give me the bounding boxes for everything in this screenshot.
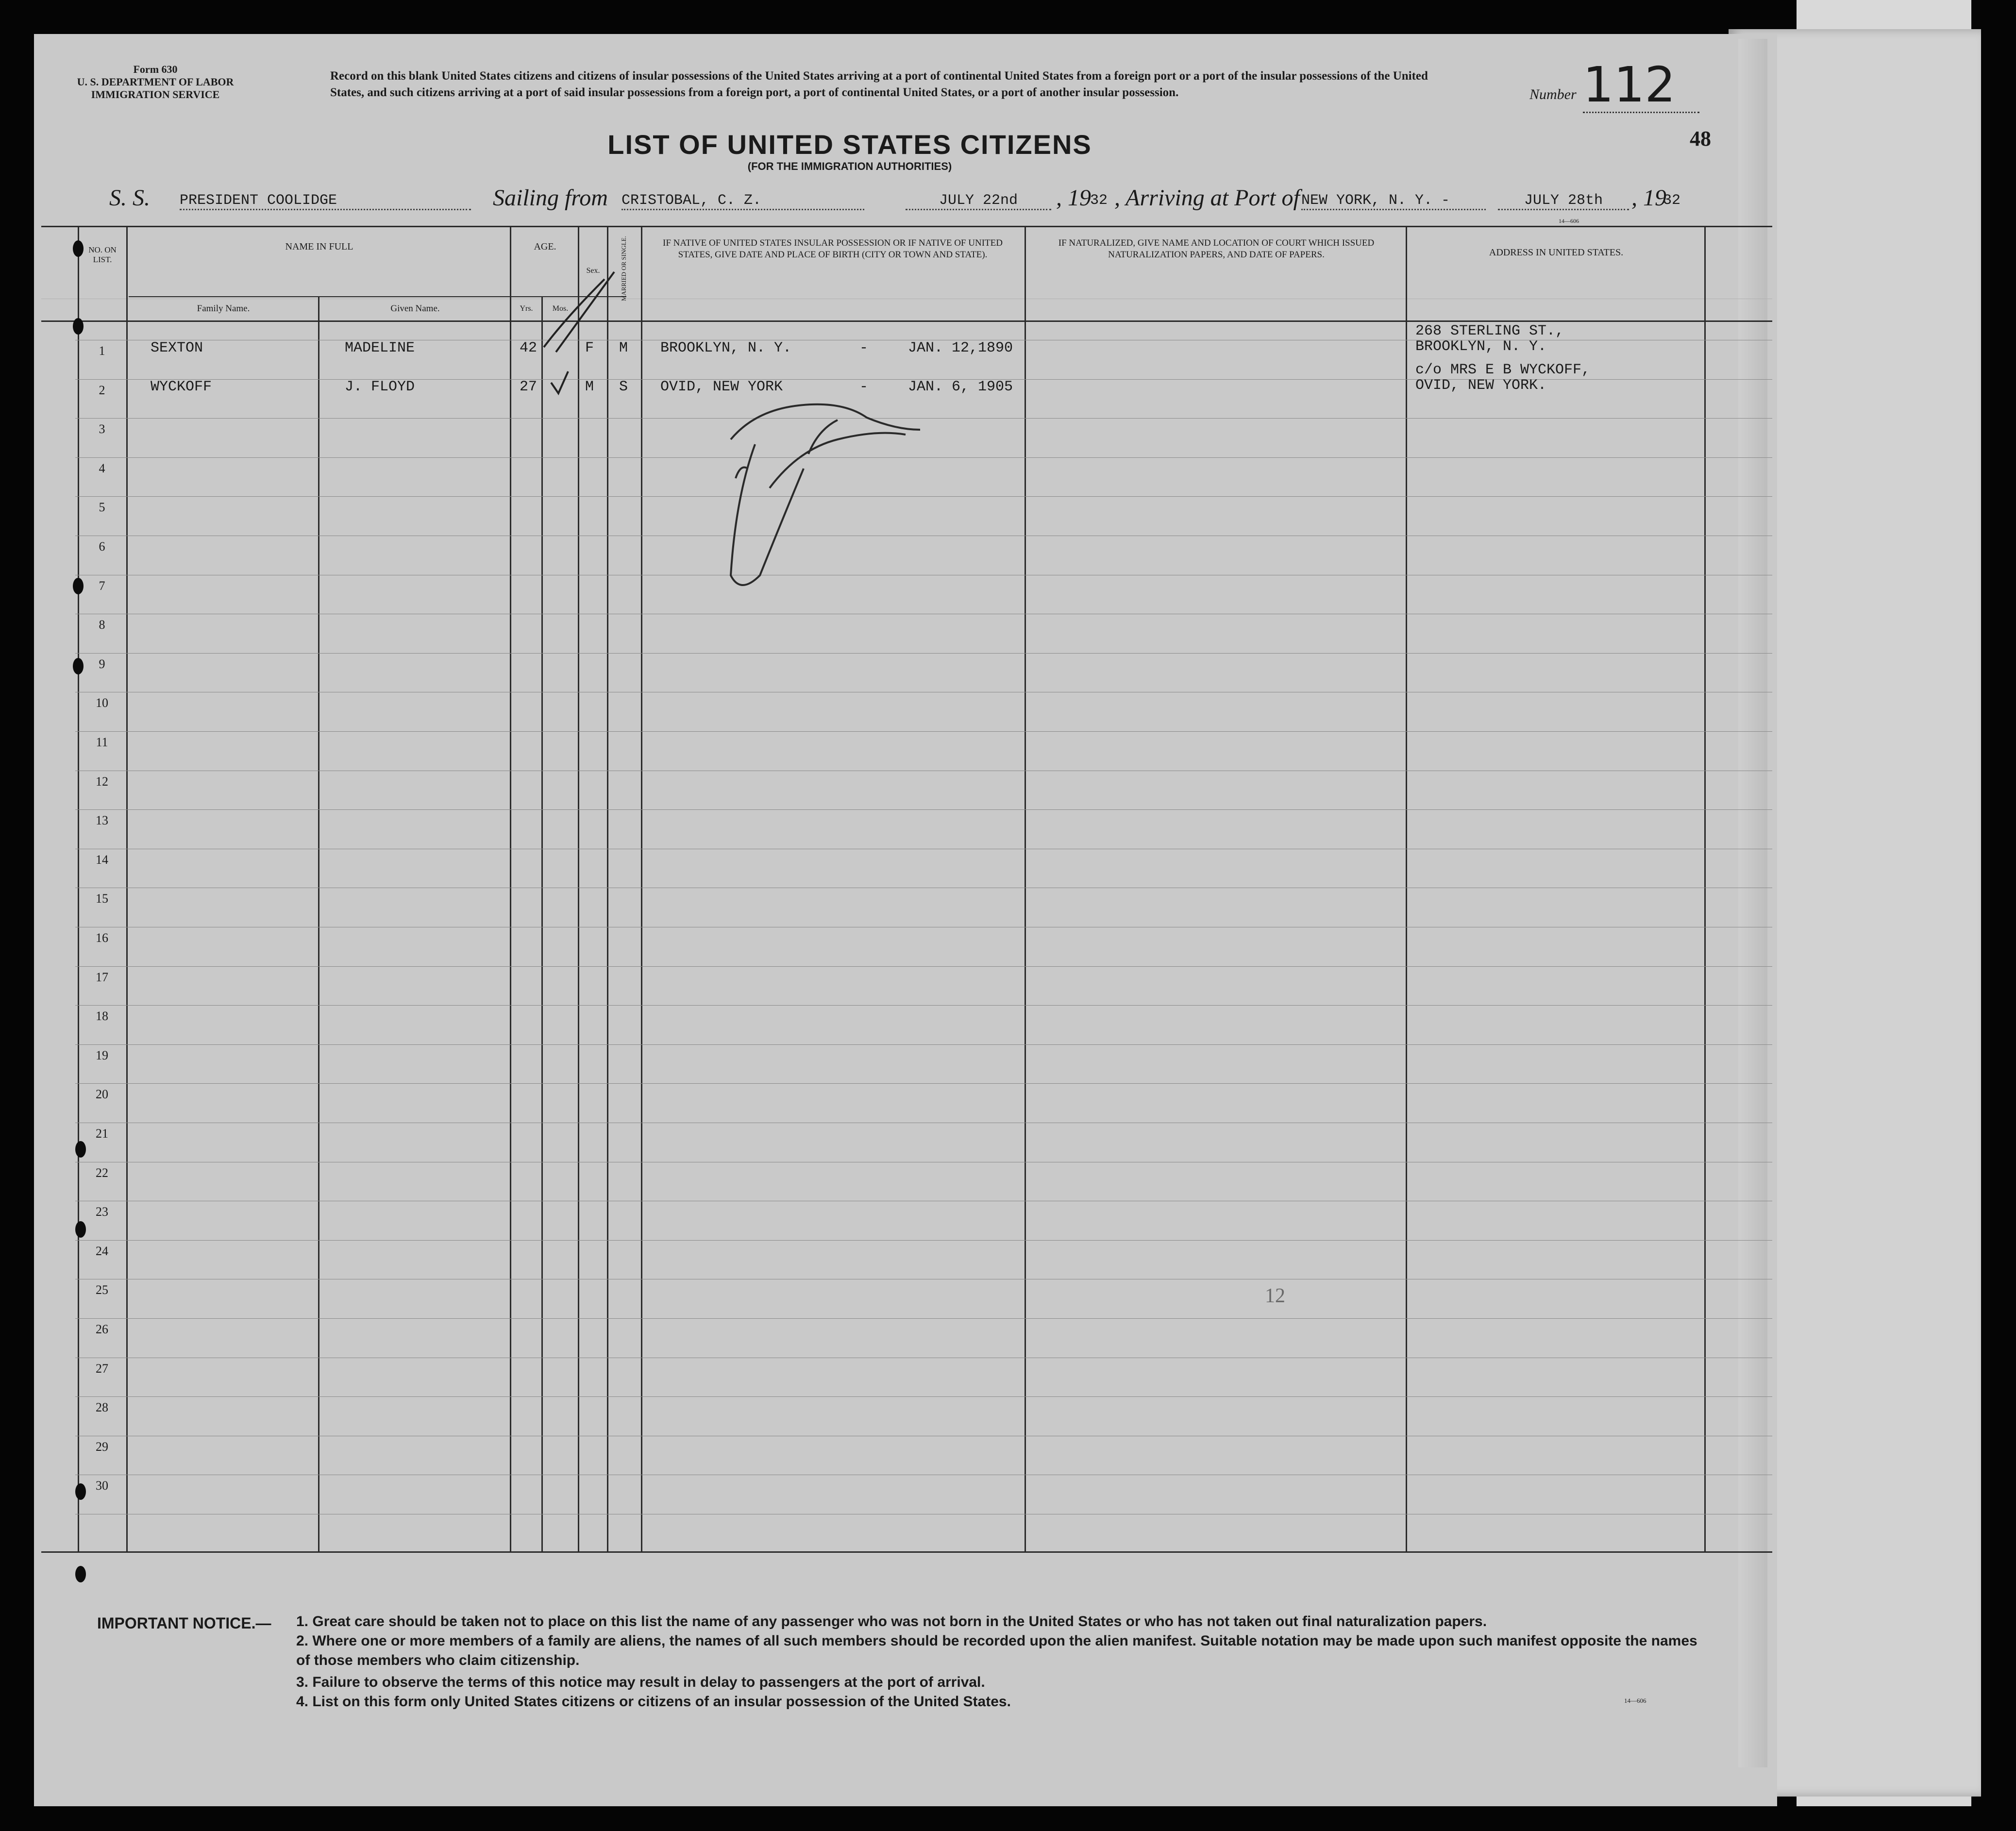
punch-hole (73, 318, 84, 335)
row-number: 11 (96, 735, 108, 749)
arrival-date: JULY 28th (1498, 192, 1629, 210)
col-header-family: Family Name. (197, 303, 250, 314)
row1-marital: M (619, 340, 628, 356)
sail-date: JULY 22nd (906, 192, 1051, 210)
row-number: 30 (96, 1478, 108, 1493)
page-number: 48 (1690, 127, 1711, 151)
sailing-label: Sailing from (493, 185, 608, 211)
row1-dash: - (859, 340, 869, 356)
row-number: 13 (96, 813, 108, 828)
col-header-name: NAME IN FULL (285, 241, 353, 252)
arrival-port: NEW YORK, N. Y. - (1301, 192, 1486, 210)
row1-yrs: 42 (520, 340, 538, 356)
row-number: 1 (99, 344, 105, 358)
notice-item-1: 1. Great care should be taken not to place on this list the name of any passenger who was not born in the United States or who has not taken out final naturalization papers. (296, 1613, 1487, 1629)
col-header-yrs: Yrs. (520, 304, 533, 313)
row-number: 8 (99, 618, 105, 632)
record-instructions: Record on this blank United States citizens and citizens of insular possessions of the United States arriving at a port of continental United States from a foreign port or a port of the insular possessions of the United States, and such citizens arriving at a port of said insular possessions from a foreign port, a port of continental United States, or a port of another insular possession. (330, 69, 1428, 99)
stamp-number: 12 (1265, 1285, 1285, 1307)
row2-given: J. FLOYD (345, 379, 415, 395)
col-header-address: ADDRESS IN UNITED STATES. (1489, 247, 1624, 258)
row-number: 21 (96, 1126, 108, 1141)
punch-hole (73, 658, 84, 674)
row1-address-1: 268 STERLING ST., (1415, 323, 1564, 339)
row1-sex: F (585, 340, 594, 356)
row-number: 6 (99, 539, 105, 554)
col-header-mos: Mos. (552, 304, 569, 313)
row-number: 5 (99, 500, 105, 515)
row2-address-2: OVID, NEW YORK. (1415, 377, 1547, 394)
row-number: 29 (96, 1439, 108, 1454)
col-header-no: NO. ON LIST. (88, 245, 117, 264)
row-number: 23 (96, 1205, 108, 1219)
voyage-line (109, 185, 1712, 214)
col-header-birth: IF NATIVE OF UNITED STATES INSULAR POSSESSION OR IF NATIVE OF UNITED STATES, GIVE DATE AND PLACE OF BIRTH (CITY OR TOWN AND STATE). (663, 238, 1003, 260)
passenger-table (41, 226, 1772, 1556)
row2-dash: - (859, 379, 869, 395)
col-header-married: MARRIED OR SINGLE. (620, 236, 627, 301)
number-label: Number (1529, 86, 1577, 102)
sail-year-prefix: , 19 (1056, 185, 1091, 211)
row-number: 3 (99, 422, 105, 437)
row2-marital: S (619, 379, 628, 395)
punch-hole (75, 1221, 86, 1238)
check-mark (551, 371, 568, 393)
sail-year: 32 (1090, 192, 1108, 209)
page-title: LIST OF UNITED STATES CITIZENS (607, 129, 1092, 160)
row2-sex: M (585, 379, 594, 395)
form-number: Form 630 (133, 63, 178, 75)
row-number: 22 (96, 1165, 108, 1180)
arrival-year: 32 (1663, 192, 1681, 209)
row-number: 14 (96, 852, 108, 867)
row2-family: WYCKOFF (151, 379, 212, 395)
row-number: 25 (96, 1283, 108, 1297)
row2-yrs: 27 (520, 379, 538, 395)
form-id (63, 63, 248, 101)
row-number: 9 (99, 656, 105, 671)
row-number: 27 (96, 1361, 108, 1376)
row-number: 20 (96, 1087, 108, 1102)
row1-birth-place: BROOKLYN, N. Y. (660, 340, 792, 356)
row-number: 10 (96, 696, 108, 710)
row2-birth-date: JAN. 6, 1905 (908, 379, 1013, 395)
row1-family: SEXTON (151, 340, 203, 356)
punch-hole (73, 578, 84, 594)
ship-name: PRESIDENT COOLIDGE (180, 192, 471, 210)
punch-hole (75, 1483, 86, 1500)
row-number: 26 (96, 1322, 108, 1336)
form-code-bottom: 14—606 (1624, 1697, 1646, 1704)
notice-heading: IMPORTANT NOTICE.— (97, 1614, 271, 1632)
col-header-age: AGE. (534, 241, 556, 252)
row1-birth-date: JAN. 12,1890 (908, 340, 1013, 356)
check-mark (544, 272, 614, 352)
notice-item-4: 4. List on this form only United States citizens or citizens of an insular possession of the United States. (296, 1694, 1011, 1710)
row-number: 2 (99, 383, 105, 397)
page-subtitle: (FOR THE IMMIGRATION AUTHORITIES) (747, 160, 952, 172)
row2-birth-place: OVID, NEW YORK (660, 379, 783, 395)
form-code-top: 14—606 (1559, 218, 1579, 224)
row-number: 24 (96, 1243, 108, 1258)
row-number: 28 (96, 1400, 108, 1415)
number-value: 112 (1583, 58, 1699, 113)
row-number: 19 (96, 1048, 108, 1062)
punch-hole (75, 1141, 86, 1158)
row-number: 4 (99, 461, 105, 475)
row-number: 12 (96, 774, 108, 789)
arriving-label: , Arriving at Port of (1114, 185, 1300, 211)
row-number: 7 (99, 578, 105, 593)
ss-label: S. S. (109, 185, 150, 211)
arrival-year-prefix: , 19 (1631, 185, 1666, 211)
punch-hole (75, 1566, 86, 1582)
department: U. S. DEPARTMENT OF LABOR (77, 76, 234, 88)
col-header-naturalized: IF NATURALIZED, GIVE NAME AND LOCATION OF COURT WHICH ISSUED NATURALIZATION PAPERS, AND DATE OF PAPERS. (1058, 238, 1375, 260)
row-number: 17 (96, 970, 108, 984)
row-number: 16 (96, 931, 108, 945)
notice-item-3: 3. Failure to observe the terms of this notice may result in delay to passengers at the port of arrival. (296, 1674, 985, 1690)
col-header-given: Given Name. (390, 303, 440, 314)
notice-item-2: 2. Where one or more members of a family are aliens, the names of all such members should be recorded upon the alien manifest. Suitable notation may be made upon such manifest opposite the names of those members who claim citizenship. (296, 1633, 1697, 1668)
col-header-sex: Sex. (586, 267, 600, 275)
sailing-from: CRISTOBAL, C. Z. (622, 192, 864, 210)
row-number: 18 (96, 1009, 108, 1024)
row-number: 15 (96, 891, 108, 906)
service: IMMIGRATION SERVICE (91, 88, 220, 101)
signature (731, 404, 920, 585)
punch-hole (73, 240, 84, 257)
handwriting-layer (41, 226, 1772, 1556)
row2-address-1: c/o MRS E B WYCKOFF, (1415, 362, 1591, 378)
row1-given: MADELINE (345, 340, 415, 356)
row1-address-2: BROOKLYN, N. Y. (1415, 338, 1547, 355)
